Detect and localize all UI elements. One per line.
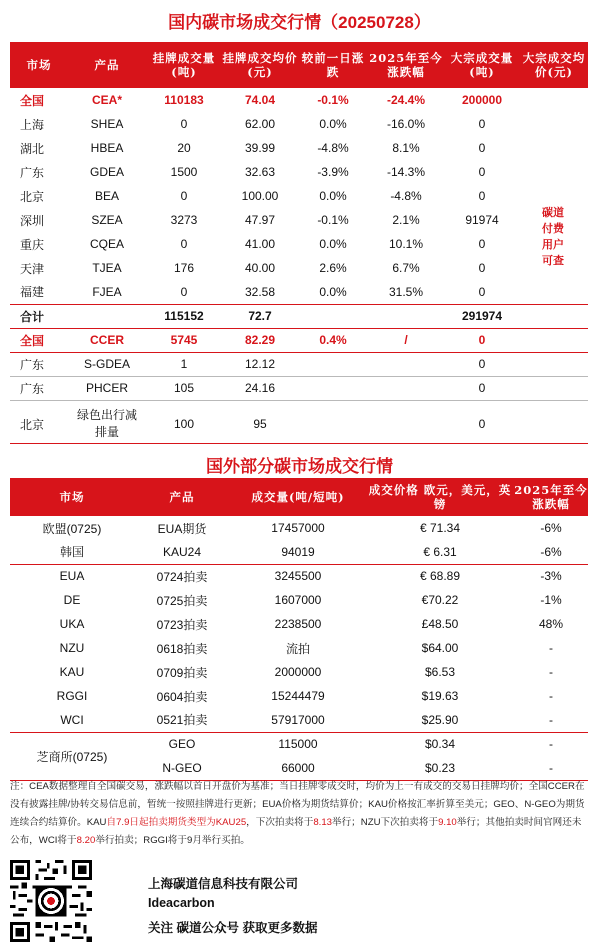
price-cell: €70.22 <box>421 593 459 607</box>
product-cell: 0709拍卖 <box>156 665 208 680</box>
product-cell: CCER <box>68 328 146 352</box>
price-cell: 41.00 <box>244 237 276 251</box>
market-cell: 北京 <box>20 189 45 204</box>
price-cell: 40.00 <box>244 261 276 275</box>
company-name: 上海碳道信息科技有限公司 <box>148 877 299 891</box>
total-price: 72.7 <box>222 304 298 328</box>
block-volume-cell: 0 <box>478 165 486 179</box>
volume-cell: 0 <box>180 117 188 131</box>
daily-change-cell: 0.0% <box>319 284 347 299</box>
volume-cell: 1 <box>146 352 222 376</box>
market-cell: RGGI <box>56 689 88 703</box>
ytd-cell: 8.1% <box>392 141 420 155</box>
product-cell: GEO <box>168 737 196 752</box>
market-cell: 韩国 <box>10 540 134 564</box>
block-volume-cell: 0 <box>478 417 486 432</box>
daily-change-cell: 0.4% <box>298 328 368 352</box>
domestic-title: 国内碳市场成交行情（20250728） <box>168 13 431 32</box>
ccer-row <box>10 328 588 352</box>
volume-cell: 176 <box>173 261 195 275</box>
total-row <box>10 304 588 328</box>
market-cell: 欧盟(0725) <box>42 521 102 536</box>
foreign-title: 国外部分碳市场成交行情 <box>206 457 393 476</box>
block-price-cell <box>520 136 588 160</box>
block-price-cell <box>520 88 588 112</box>
market-cell: EUA <box>59 569 85 584</box>
product-cell: HBEA <box>90 141 124 155</box>
volume-cell: 1607000 <box>274 593 322 607</box>
product-cell: TJEA <box>92 261 122 275</box>
volume-cell: 0 <box>180 284 188 299</box>
market-cell: UKA <box>59 617 85 631</box>
price-cell: € 6.31 <box>366 540 514 564</box>
market-cell: 芝商所(0725) <box>10 732 134 780</box>
product-cell: PHCER <box>68 376 146 400</box>
product-cell: EUA期货 <box>157 521 207 536</box>
col-product: 产品 <box>134 478 230 516</box>
volume-cell: 110183 <box>164 93 204 107</box>
daily-change-cell: 0.0% <box>319 189 347 203</box>
product-cell: SZEA <box>91 213 123 227</box>
volume-cell: 100 <box>173 417 195 432</box>
product-cell: N-GEO <box>134 756 230 780</box>
price-cell: 32.58 <box>244 284 276 299</box>
price-cell: 100.00 <box>241 189 279 203</box>
price-cell: 39.99 <box>244 141 276 155</box>
price-cell: 12.12 <box>222 352 298 376</box>
ytd-cell: - <box>514 756 588 780</box>
market-cell: 天津 <box>20 261 45 276</box>
col-avg-price: 挂牌成交均价(元) <box>222 42 298 88</box>
col-ytd-change: 2025年至今涨跌幅 <box>368 42 444 88</box>
daily-change-cell: -0.1% <box>317 213 349 227</box>
table-row <box>10 660 588 684</box>
product-cell: CEA* <box>91 93 122 107</box>
table-row <box>10 352 588 376</box>
product-cell: 0604拍卖 <box>156 689 208 704</box>
ytd-cell: - <box>514 708 588 732</box>
market-cell: 湖北 <box>20 141 45 156</box>
ytd-cell: -24.4% <box>386 93 426 107</box>
daily-change-cell: 0.0% <box>319 237 347 251</box>
total-block-volume: 291974 <box>444 304 520 328</box>
price-cell: € 71.34 <box>419 521 461 535</box>
table-row <box>10 612 588 636</box>
table-row <box>10 516 588 540</box>
block-price-cell <box>520 160 588 184</box>
volume-cell: 2238500 <box>274 617 322 631</box>
col-volume: 挂牌成交量(吨) <box>146 42 222 88</box>
ytd-cell: 31.5% <box>388 284 424 299</box>
product-cell: 0521拍卖 <box>134 708 230 732</box>
daily-change-cell: -3.9% <box>317 165 349 179</box>
product-cell: SHEA <box>90 117 124 131</box>
col-volume: 成交量(吨/短吨) <box>230 478 366 516</box>
market-cell: 北京 <box>20 417 45 432</box>
product-cell: 0723拍卖 <box>156 617 208 632</box>
product-cell: 0724拍卖 <box>156 569 208 584</box>
block-volume-cell: 0 <box>444 376 520 400</box>
price-cell: 32.63 <box>244 165 276 179</box>
block-volume-cell: 0 <box>478 117 486 131</box>
market-cell: KAU <box>59 665 85 679</box>
col-block-volume: 大宗成交量(吨) <box>444 42 520 88</box>
market-cell: DE <box>63 593 81 607</box>
table-row <box>10 376 588 400</box>
product-cell: FJEA <box>92 284 122 299</box>
product-cell: KAU24 <box>134 540 230 564</box>
col-product: 产品 <box>68 42 146 88</box>
paid-user-note: 碳道付费用户可查 <box>542 206 564 267</box>
brand-name: Ideacarbon <box>148 896 215 910</box>
product-cell: BEA <box>94 189 119 203</box>
col-market: 市场 <box>10 42 68 88</box>
product-cell: GDEA <box>89 165 124 179</box>
daily-change-cell: 0.0% <box>319 117 347 131</box>
volume-cell: 20 <box>177 141 191 155</box>
daily-change-cell: -0.1% <box>317 93 349 107</box>
foreign-table <box>10 478 588 781</box>
ytd-cell: -6% <box>514 540 588 564</box>
table-row <box>10 184 588 208</box>
market-cell: 重庆 <box>20 237 45 252</box>
col-daily-change: 较前一日涨跌 <box>298 42 368 88</box>
col-market: 市场 <box>10 478 134 516</box>
market-cell: NZU <box>59 641 85 655</box>
table-row <box>10 564 588 588</box>
table-row <box>10 540 588 564</box>
price-cell: 24.16 <box>222 376 298 400</box>
block-price-cell <box>520 280 588 304</box>
col-price: 成交价格 欧元，美元，英镑 <box>366 478 514 516</box>
ytd-cell: - <box>549 665 553 679</box>
table-row <box>10 232 588 256</box>
volume-cell: 流拍 <box>285 641 310 656</box>
block-volume-cell: 0 <box>478 189 486 203</box>
product-cell: CQEA <box>89 237 124 251</box>
ytd-cell: / <box>368 328 444 352</box>
price-cell: $25.90 <box>366 708 514 732</box>
table-row <box>10 136 588 160</box>
block-volume-cell: 0 <box>478 284 486 299</box>
table-row <box>10 280 588 304</box>
ytd-cell: 2.1% <box>392 213 420 227</box>
block-volume-cell: 200000 <box>461 93 503 107</box>
price-cell: £48.50 <box>421 617 459 631</box>
volume-cell: 3245500 <box>274 569 322 584</box>
market-cell: WCI <box>10 708 134 732</box>
market-cell: 广东 <box>10 352 68 376</box>
ytd-cell: -3% <box>540 569 562 584</box>
table-row <box>10 160 588 184</box>
volume-cell: 5745 <box>146 328 222 352</box>
volume-cell: 1500 <box>170 165 198 179</box>
table-row <box>10 208 588 232</box>
price-cell: $19.63 <box>421 689 459 703</box>
block-volume-cell: 0 <box>444 352 520 376</box>
product-cell: S-GDEA <box>68 352 146 376</box>
market-cell: 全国 <box>10 328 68 352</box>
block-volume-cell: 0 <box>444 328 520 352</box>
price-cell: 82.29 <box>222 328 298 352</box>
table-row <box>10 588 588 612</box>
ytd-cell: 10.1% <box>388 237 424 251</box>
price-cell: $0.23 <box>366 756 514 780</box>
market-cell: 全国 <box>20 93 45 108</box>
price-cell: 95 <box>253 417 267 432</box>
table-row <box>10 112 588 136</box>
qr-code-icon[interactable] <box>10 860 92 942</box>
table-row <box>10 88 588 112</box>
volume-cell: 17457000 <box>271 521 325 535</box>
product-cell: 0618拍卖 <box>156 641 208 656</box>
table-row <box>10 256 588 280</box>
ytd-cell: 48% <box>538 617 564 631</box>
ytd-cell: -6% <box>540 521 562 535</box>
volume-cell: 0 <box>180 237 188 251</box>
domestic-table <box>10 42 588 448</box>
price-cell: € 68.89 <box>419 569 461 584</box>
block-volume-cell: 0 <box>478 141 486 155</box>
price-cell: 74.04 <box>244 93 276 107</box>
ytd-cell: 6.7% <box>392 261 420 275</box>
col-ytd: 2025年至今涨跌幅 <box>514 478 588 516</box>
block-volume-cell: 0 <box>478 237 486 251</box>
ytd-cell: - <box>549 641 553 655</box>
foreign-header-row <box>10 478 588 516</box>
domestic-header-row <box>10 42 588 88</box>
market-cell: 福建 <box>20 285 45 300</box>
volume-cell: 115000 <box>278 737 318 752</box>
table-row <box>10 636 588 660</box>
volume-cell: 105 <box>146 376 222 400</box>
volume-cell: 15244479 <box>271 689 325 703</box>
ytd-cell: -16.0% <box>386 117 426 131</box>
total-volume: 115152 <box>146 304 222 328</box>
price-cell: $64.00 <box>421 641 459 655</box>
daily-change-cell: 2.6% <box>319 261 347 275</box>
volume-cell: 3273 <box>170 213 198 227</box>
block-price-cell <box>520 112 588 136</box>
market-cell: 广东 <box>10 376 68 400</box>
price-cell: 47.97 <box>244 213 276 227</box>
market-cell: 深圳 <box>20 213 45 228</box>
block-volume-cell: 0 <box>478 261 486 275</box>
col-block-price: 大宗成交均价(元) <box>520 42 588 88</box>
ytd-cell: - <box>549 689 553 703</box>
table-row <box>10 400 588 448</box>
section-divider <box>10 443 588 444</box>
price-cell: $0.34 <box>424 737 456 752</box>
table-row <box>10 732 588 756</box>
table-row <box>10 684 588 708</box>
daily-change-cell: -4.8% <box>317 141 349 155</box>
product-cell: 绿色出行减排量 <box>76 408 137 440</box>
volume-cell: 0 <box>180 189 188 203</box>
ytd-cell: -14.3% <box>386 165 426 179</box>
price-cell: 62.00 <box>244 117 276 131</box>
block-volume-cell: 91974 <box>465 213 499 227</box>
total-label: 合计 <box>10 304 68 328</box>
ytd-cell: - <box>549 737 553 752</box>
volume-cell: 57917000 <box>230 708 366 732</box>
volume-cell: 2000000 <box>274 665 322 679</box>
ytd-cell: -1% <box>540 593 562 607</box>
follow-prompt: 关注 碳道公众号 获取更多数据 <box>148 921 318 935</box>
footnote: 注：CEA数据整理自全国碳交易，涨跌幅以首日开盘价为基准；当日挂牌零成交时，均价为上一有成交的交易日挂牌均价；全国CCER在没有披露挂牌/协转交易信息前，暂统一按照挂牌进行更新；EUA价格为期货结算价；KAU价格按汇率折算至美元；GEO、N-GEO为期货连续合约结算价。KAU自7.9日起拍卖期货类型为KAU25，下次拍卖将于8.13举行；NZU下次拍卖将于9.10举行；其他拍卖时间官网还未公布，WCI将于8.20举行拍卖；RGGI将于9月举行买拍。 <box>10 781 585 846</box>
table-row <box>10 708 588 732</box>
volume-cell: 66000 <box>230 756 366 780</box>
volume-cell: 94019 <box>230 540 366 564</box>
product-cell: 0725拍卖 <box>156 593 208 608</box>
market-cell: 上海 <box>20 117 45 132</box>
ytd-cell: -4.8% <box>390 189 422 203</box>
market-cell: 广东 <box>20 165 45 180</box>
price-cell: $6.53 <box>424 665 456 679</box>
